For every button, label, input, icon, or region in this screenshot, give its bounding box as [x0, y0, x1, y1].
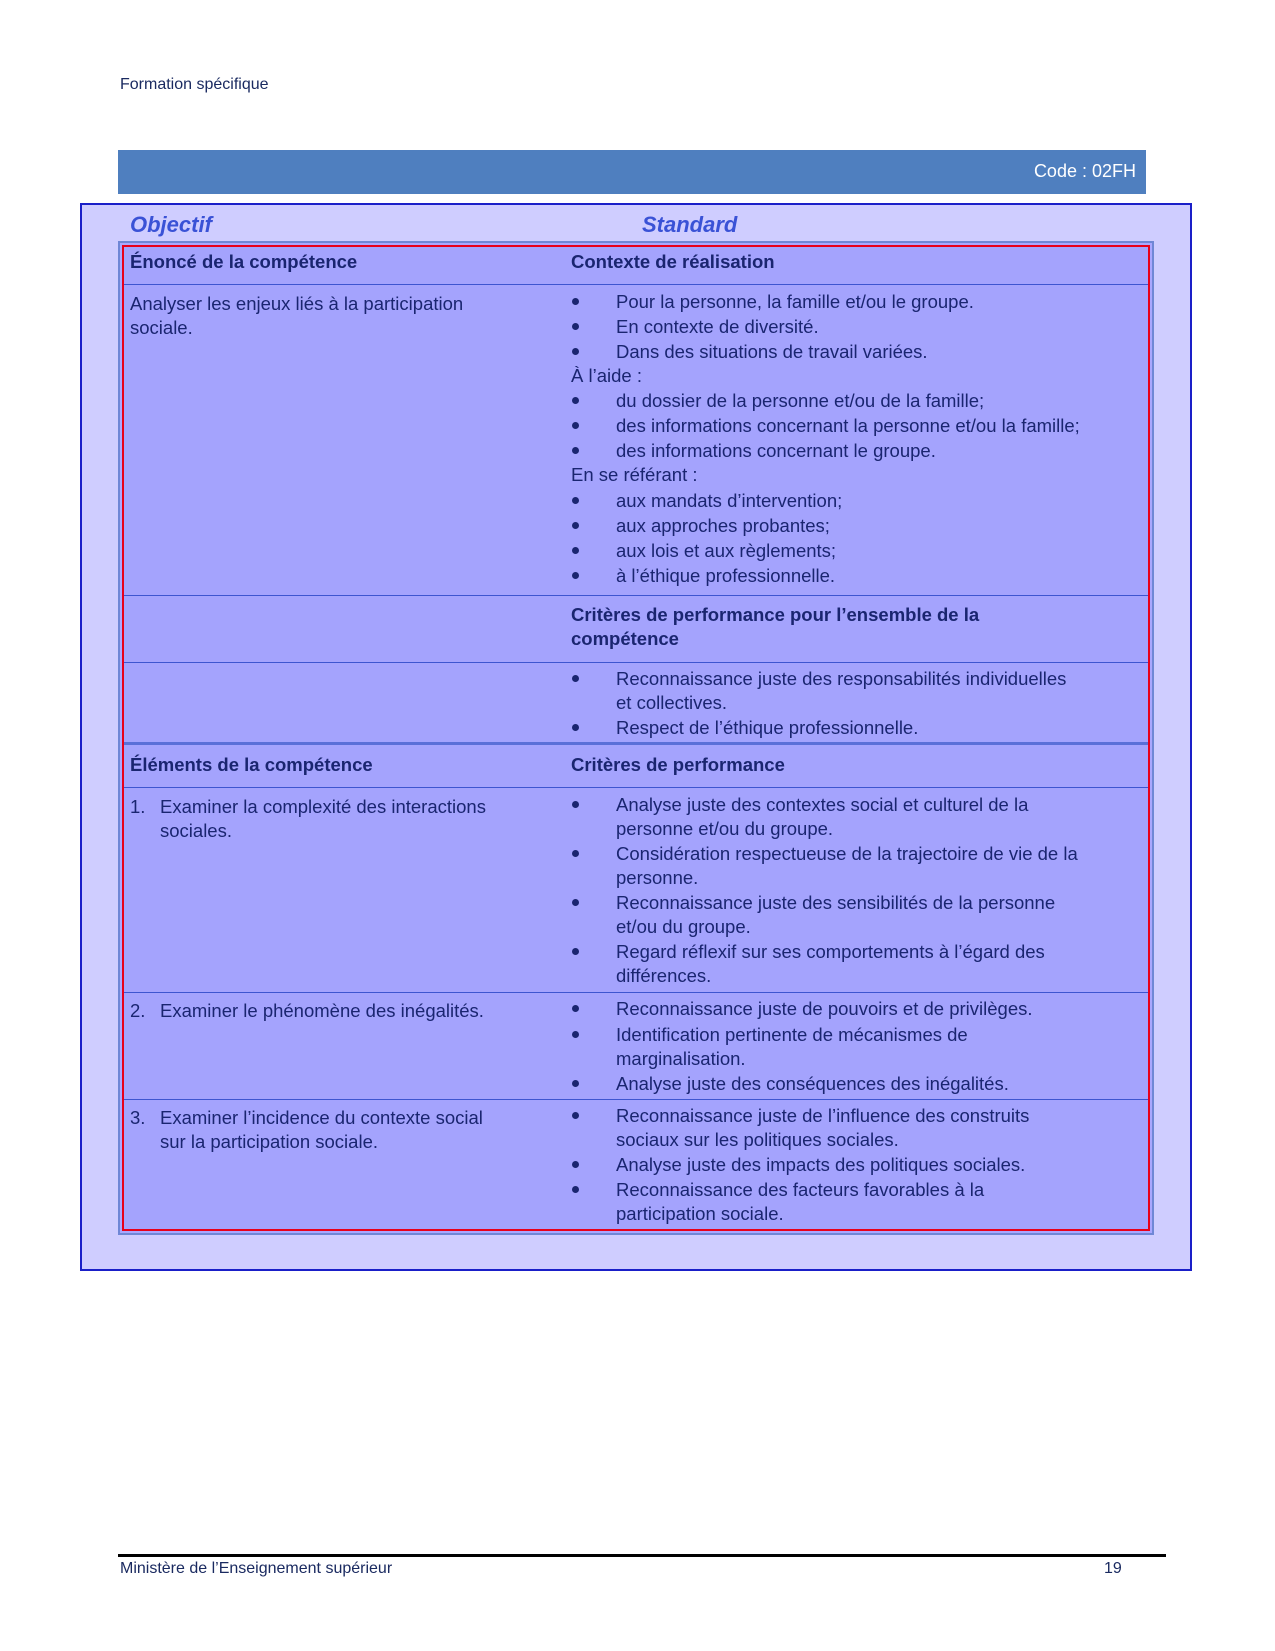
- element-text: Examiner l’incidence du contexte social: [160, 1107, 483, 1128]
- contexte-header: Contexte de réalisation: [571, 251, 775, 272]
- contexte-item: aux approches probantes;: [616, 515, 830, 536]
- critere-item: Reconnaissance juste de pouvoirs et de privilèges.: [616, 998, 1033, 1019]
- critere-item: Analyse juste des impacts des politiques sociales.: [616, 1154, 1026, 1175]
- critere-item: Considération respectueuse de la trajectoire de vie de la: [616, 843, 1078, 864]
- row-divider: [124, 662, 1148, 663]
- contexte-item: du dossier de la personne et/ou de la famille;: [616, 390, 985, 411]
- enonce-text: Analyser les enjeux liés à la participation: [130, 293, 464, 314]
- bullet-icon: [572, 572, 579, 579]
- section-divider: [124, 742, 1148, 745]
- contexte-item: aux lois et aux règlements;: [616, 540, 837, 561]
- bullet-icon: [572, 1031, 579, 1038]
- footer-ministry: Ministère de l’Enseignement supérieur: [120, 1560, 393, 1577]
- critere-item: participation sociale.: [616, 1203, 784, 1224]
- referant-label: En se référant :: [571, 464, 698, 485]
- critere-ensemble-item: Reconnaissance juste des responsabilités individuelles: [616, 668, 1067, 689]
- bullet-icon: [572, 899, 579, 906]
- bullet-icon: [572, 547, 579, 554]
- running-header: Formation spécifique: [120, 76, 269, 93]
- contexte-item: des informations concernant le groupe.: [616, 440, 936, 461]
- bullet-icon: [572, 1112, 579, 1119]
- bullet-icon: [572, 323, 579, 330]
- critere-item: personne.: [616, 867, 699, 888]
- contexte-item: Dans des situations de travail variées.: [616, 341, 928, 362]
- bullet-icon: [572, 497, 579, 504]
- critere-item: Reconnaissance des facteurs favorables à la: [616, 1179, 985, 1200]
- element-number: 1.: [130, 796, 146, 817]
- critere-item: Reconnaissance juste de l’influence des construits: [616, 1105, 1030, 1126]
- bullet-icon: [572, 447, 579, 454]
- footer-rule: [118, 1554, 1166, 1557]
- critere-ensemble-item: et collectives.: [616, 692, 728, 713]
- bullet-icon: [572, 522, 579, 529]
- critere-item: Reconnaissance juste des sensibilités de la personne: [616, 892, 1056, 913]
- critere-item: marginalisation.: [616, 1048, 746, 1069]
- bullet-icon: [572, 948, 579, 955]
- bullet-icon: [572, 850, 579, 857]
- criteres-header: Critères de performance: [571, 754, 785, 775]
- elements-header: Éléments de la compétence: [130, 754, 373, 775]
- element-text: Examiner le phénomène des inégalités.: [160, 1000, 484, 1021]
- contexte-item: des informations concernant la personne et/ou la famille;: [616, 415, 1080, 436]
- element-text: sur la participation sociale.: [160, 1131, 378, 1152]
- row-divider: [124, 595, 1148, 596]
- critere-item: Identification pertinente de mécanismes de: [616, 1024, 968, 1045]
- element-number: 2.: [130, 1000, 146, 1021]
- critere-ensemble-item: Respect de l’éthique professionnelle.: [616, 717, 919, 738]
- critere-item: différences.: [616, 965, 712, 986]
- standard-heading: Standard: [642, 212, 738, 237]
- criteres-ensemble-header: compétence: [571, 628, 679, 649]
- row-divider: [124, 284, 1148, 285]
- contexte-item: aux mandats d’intervention;: [616, 490, 843, 511]
- contexte-item: à l’éthique professionnelle.: [616, 565, 836, 586]
- contexte-item: En contexte de diversité.: [616, 316, 819, 337]
- bullet-icon: [572, 1161, 579, 1168]
- bullet-icon: [572, 397, 579, 404]
- enonce-text: sociale.: [130, 317, 193, 338]
- page-number: 19: [1104, 1560, 1122, 1577]
- critere-item: personne et/ou du groupe.: [616, 818, 834, 839]
- enonce-header: Énoncé de la compétence: [130, 251, 358, 272]
- aide-label: À l’aide :: [571, 365, 642, 386]
- bullet-icon: [572, 801, 579, 808]
- element-text: sociales.: [160, 820, 232, 841]
- bullet-icon: [572, 348, 579, 355]
- competency-code: Code : 02FH: [1033, 161, 1136, 181]
- objectif-heading: Objectif: [130, 212, 212, 237]
- critere-item: sociaux sur les politiques sociales.: [616, 1129, 899, 1150]
- criteres-ensemble-header: Critères de performance pour l’ensemble de la: [571, 604, 980, 625]
- critere-item: Regard réflexif sur ses comportements à l’égard des: [616, 941, 1045, 962]
- row-divider: [124, 992, 1148, 993]
- bullet-icon: [572, 724, 579, 731]
- bullet-icon: [572, 1186, 579, 1193]
- critere-item: et/ou du groupe.: [616, 916, 751, 937]
- element-text: Examiner la complexité des interactions: [160, 796, 486, 817]
- row-divider: [124, 787, 1148, 788]
- code-bar: [118, 150, 1146, 194]
- critere-item: Analyse juste des conséquences des inégalités.: [616, 1073, 1009, 1094]
- bullet-icon: [572, 298, 579, 305]
- bullet-icon: [572, 675, 579, 682]
- bullet-icon: [572, 1005, 579, 1012]
- contexte-item: Pour la personne, la famille et/ou le groupe.: [616, 291, 974, 312]
- critere-item: Analyse juste des contextes social et culturel de la: [616, 794, 1029, 815]
- bullet-icon: [572, 422, 579, 429]
- element-number: 3.: [130, 1107, 146, 1128]
- row-divider: [124, 1099, 1148, 1100]
- bullet-icon: [572, 1080, 579, 1087]
